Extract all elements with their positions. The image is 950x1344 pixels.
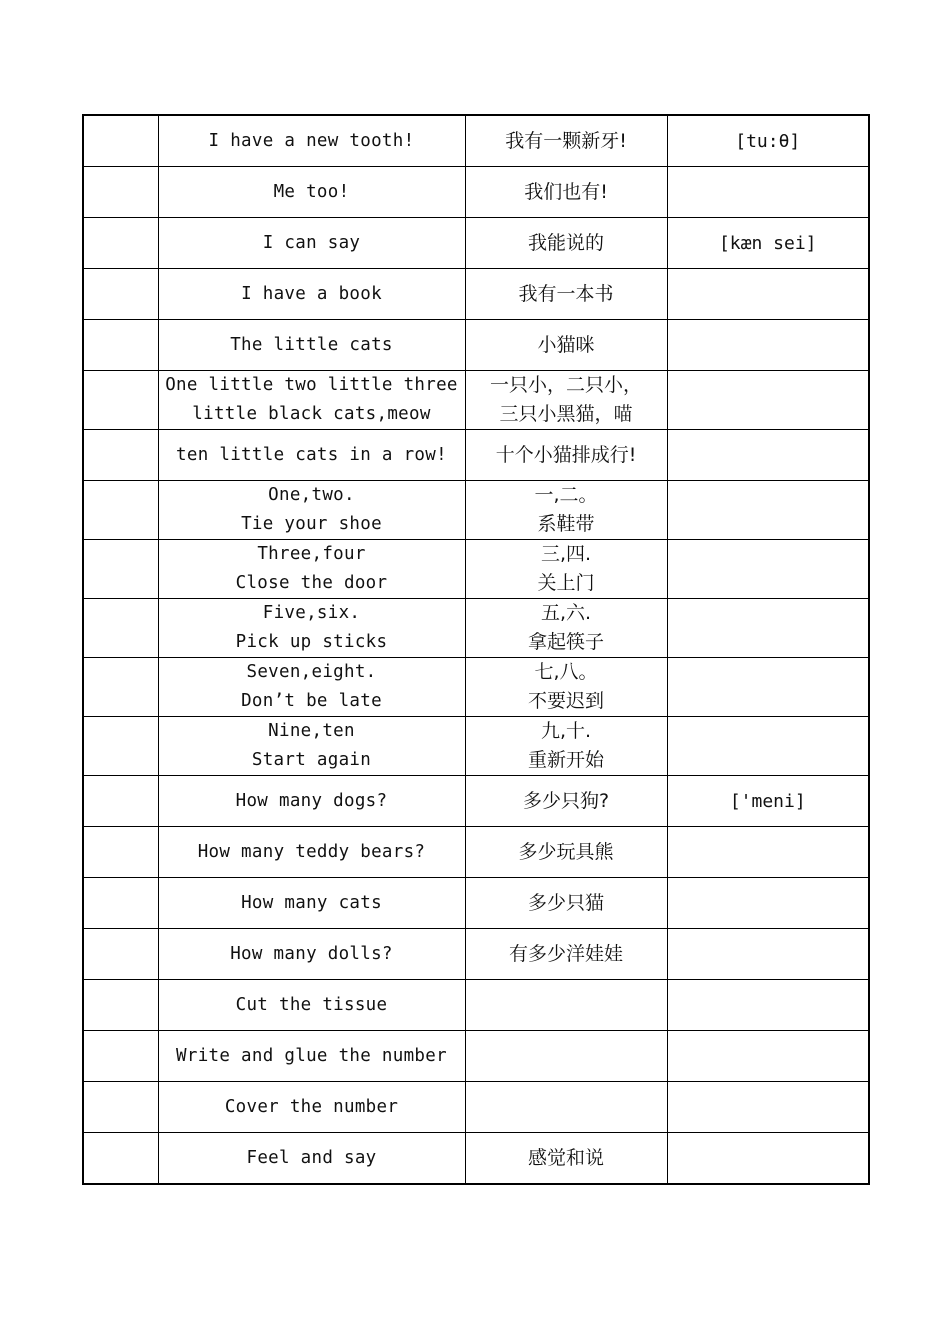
- blank-cell: [83, 320, 158, 371]
- table-row: [83, 1031, 869, 1082]
- table-row: [83, 980, 869, 1031]
- table-row: [83, 218, 869, 269]
- blank-cell: [83, 878, 158, 929]
- chinese-translation: 多少只狗?: [465, 776, 667, 827]
- pronunciation: [tu:θ]: [667, 115, 869, 167]
- english-phrase: How many dogs?: [158, 776, 465, 827]
- english-phrase: Nine,ten Start again: [158, 717, 465, 776]
- english-phrase: How many teddy bears?: [158, 827, 465, 878]
- table-row: [83, 717, 869, 776]
- blank-cell: [83, 929, 158, 980]
- table-row: [83, 540, 869, 599]
- table-row: [83, 1133, 869, 1185]
- pronunciation: [667, 430, 869, 481]
- pronunciation: [667, 269, 869, 320]
- pronunciation: [667, 599, 869, 658]
- chinese-translation: 我能说的: [465, 218, 667, 269]
- blank-cell: [83, 218, 158, 269]
- pronunciation: [667, 167, 869, 218]
- pronunciation: [667, 540, 869, 599]
- blank-cell: [83, 167, 158, 218]
- table-row: [83, 320, 869, 371]
- blank-cell: [83, 430, 158, 481]
- pronunciation: [667, 1031, 869, 1082]
- blank-cell: [83, 115, 158, 167]
- chinese-translation: 小猫咪: [465, 320, 667, 371]
- blank-cell: [83, 658, 158, 717]
- blank-cell: [83, 1031, 158, 1082]
- english-phrase: Feel and say: [158, 1133, 465, 1185]
- table-row: [83, 658, 869, 717]
- blank-cell: [83, 1082, 158, 1133]
- english-phrase: Cut the tissue: [158, 980, 465, 1031]
- english-phrase: The little cats: [158, 320, 465, 371]
- pronunciation: [667, 878, 869, 929]
- chinese-translation: 一只小，二只小， 三只小黑猫，喵: [465, 371, 667, 430]
- pronunciation: [667, 1133, 869, 1185]
- pronunciation: [667, 827, 869, 878]
- blank-cell: [83, 540, 158, 599]
- english-phrase: How many cats: [158, 878, 465, 929]
- chinese-translation: 有多少洋娃娃: [465, 929, 667, 980]
- english-phrase: Seven,eight. Don’t be late: [158, 658, 465, 717]
- chinese-translation: [465, 980, 667, 1031]
- pronunciation: [667, 717, 869, 776]
- chinese-translation: [465, 1031, 667, 1082]
- chinese-translation: 十个小猫排成行!: [465, 430, 667, 481]
- blank-cell: [83, 371, 158, 430]
- pronunciation: [667, 929, 869, 980]
- table-row: [83, 115, 869, 167]
- pronunciation: [667, 980, 869, 1031]
- english-phrase: ten little cats in a row!: [158, 430, 465, 481]
- blank-cell: [83, 599, 158, 658]
- table-row: [83, 371, 869, 430]
- pronunciation: [667, 658, 869, 717]
- blank-cell: [83, 481, 158, 540]
- chinese-translation: 多少只猫: [465, 878, 667, 929]
- english-phrase: I have a new tooth!: [158, 115, 465, 167]
- table-row: [83, 481, 869, 540]
- chinese-translation: 我有一本书: [465, 269, 667, 320]
- english-phrase: Me too!: [158, 167, 465, 218]
- table-row: [83, 599, 869, 658]
- table-row: [83, 776, 869, 827]
- table-row: [83, 167, 869, 218]
- chinese-translation: 七,八。 不要迟到: [465, 658, 667, 717]
- english-phrase: I have a book: [158, 269, 465, 320]
- chinese-translation: 多少玩具熊: [465, 827, 667, 878]
- chinese-translation: 九,十. 重新开始: [465, 717, 667, 776]
- table-row: [83, 1082, 869, 1133]
- english-phrase: How many dolls?: [158, 929, 465, 980]
- english-phrase: Write and glue the number: [158, 1031, 465, 1082]
- english-phrase: Three,four Close the door: [158, 540, 465, 599]
- table-row: [83, 929, 869, 980]
- vocabulary-table: [82, 114, 870, 1185]
- pronunciation: [667, 481, 869, 540]
- english-phrase: One,two. Tie your shoe: [158, 481, 465, 540]
- english-phrase: Five,six. Pick up sticks: [158, 599, 465, 658]
- english-phrase: One little two little three little black cats,meow: [158, 371, 465, 430]
- chinese-translation: 感觉和说: [465, 1133, 667, 1185]
- blank-cell: [83, 717, 158, 776]
- blank-cell: [83, 980, 158, 1031]
- pronunciation: [667, 320, 869, 371]
- chinese-translation: 一,二。 系鞋带: [465, 481, 667, 540]
- blank-cell: [83, 269, 158, 320]
- chinese-translation: 三,四. 关上门: [465, 540, 667, 599]
- chinese-translation: [465, 1082, 667, 1133]
- english-phrase: I can say: [158, 218, 465, 269]
- table-row: [83, 269, 869, 320]
- chinese-translation: 五,六. 拿起筷子: [465, 599, 667, 658]
- blank-cell: [83, 1133, 158, 1185]
- chinese-translation: 我有一颗新牙!: [465, 115, 667, 167]
- pronunciation: [667, 371, 869, 430]
- table-row: [83, 878, 869, 929]
- pronunciation: ['meni]: [667, 776, 869, 827]
- blank-cell: [83, 827, 158, 878]
- table-row: [83, 430, 869, 481]
- chinese-translation: 我们也有!: [465, 167, 667, 218]
- pronunciation: [667, 1082, 869, 1133]
- english-phrase: Cover the number: [158, 1082, 465, 1133]
- blank-cell: [83, 776, 158, 827]
- pronunciation: [kæn sei]: [667, 218, 869, 269]
- table-row: [83, 827, 869, 878]
